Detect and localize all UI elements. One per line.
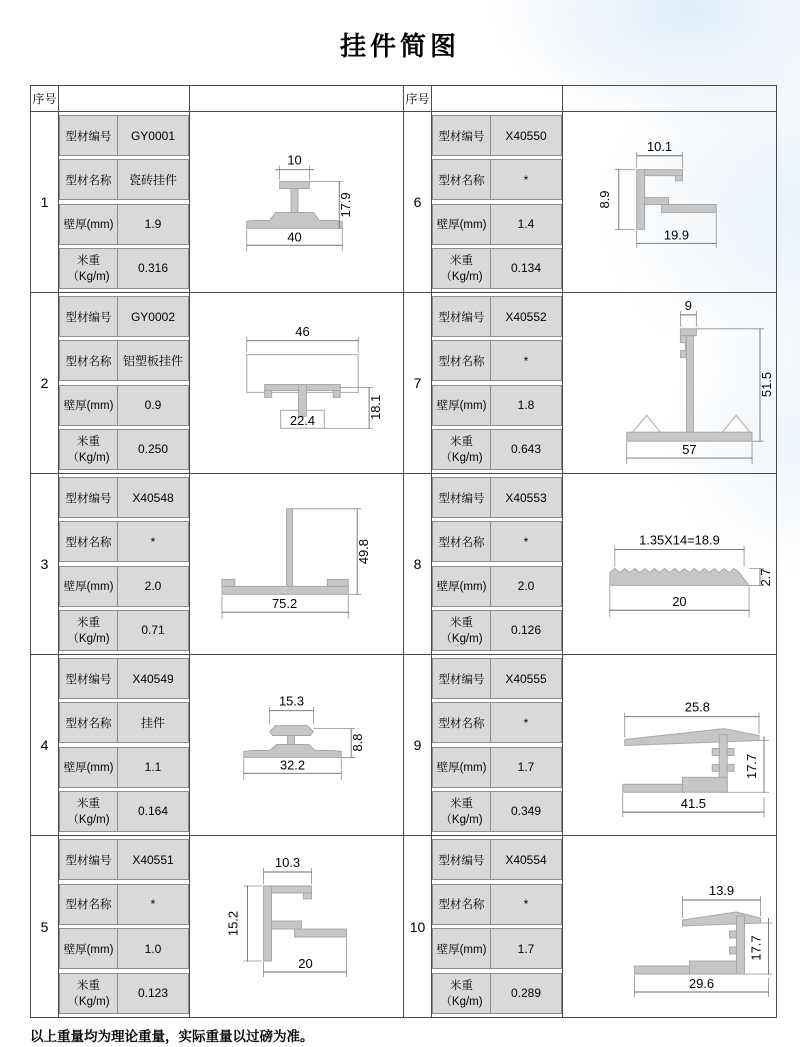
profile-name-value: * <box>491 521 562 562</box>
profile-name-value: * <box>118 521 189 562</box>
wall-thickness-value: 1.4 <box>491 204 562 245</box>
meter-weight-value: 0.71 <box>118 610 189 651</box>
dim-side-label: 8.9 <box>596 190 612 209</box>
serial-number: 8 <box>404 474 432 654</box>
profile-no-label: 型材编号 <box>432 839 491 880</box>
profiles-table <box>30 85 777 1018</box>
profile-drawing <box>190 112 403 292</box>
profile-name-value: * <box>118 884 189 925</box>
profile-no-value: X40551 <box>118 839 189 880</box>
profile-name-value: * <box>491 702 562 743</box>
dim-side-label: 51.5 <box>758 371 774 398</box>
profile-name-label: 型材名称 <box>432 521 491 562</box>
spec-table <box>432 293 563 473</box>
profile-name-value: 瓷砖挂件 <box>118 159 189 200</box>
serial-number: 4 <box>31 655 59 835</box>
dim-bottom-label: 29.6 <box>688 976 715 991</box>
serial-number: 6 <box>404 112 432 292</box>
serial-number: 1 <box>31 112 59 292</box>
serial-header: 序号 <box>404 86 432 111</box>
profile-name-label: 型材名称 <box>432 702 491 743</box>
profile-no-label: 型材编号 <box>59 296 118 337</box>
wall-thickness-label: 壁厚(mm) <box>59 204 118 245</box>
profile-name-value: * <box>491 159 562 200</box>
profile-no-value: GY0002 <box>118 296 189 337</box>
meter-weight-value: 0.164 <box>118 791 189 832</box>
page-title: 挂件简图 <box>339 31 460 61</box>
profile-name-label: 型材名称 <box>432 884 491 925</box>
dim-bottom-label: 20 <box>672 594 687 610</box>
profile-name-label: 型材名称 <box>59 521 118 562</box>
serial-number: 5 <box>31 836 59 1017</box>
meter-weight-label: 米重（Kg/m) <box>432 610 491 651</box>
meter-weight-label: 米重（Kg/m) <box>59 248 118 289</box>
dim-side-label: 15.2 <box>225 910 241 937</box>
meter-weight-label: 米重（Kg/m) <box>432 429 491 470</box>
spec-table <box>432 112 563 292</box>
profile-no-label: 型材编号 <box>432 115 491 156</box>
meter-weight-label: 米重（Kg/m) <box>59 973 118 1014</box>
wall-thickness-label: 壁厚(mm) <box>432 928 491 969</box>
dim-side-label: 2.7 <box>757 568 773 587</box>
profile-drawing <box>190 474 403 654</box>
wall-thickness-value: 2.0 <box>491 566 562 607</box>
wall-thickness-value: 1.0 <box>118 928 189 969</box>
dim-bottom-label: 75.2 <box>272 596 298 612</box>
dim-top-label: 13.9 <box>708 883 735 898</box>
header-row <box>404 86 776 112</box>
wall-thickness-value: 1.8 <box>491 385 562 426</box>
profile-drawing <box>563 112 776 292</box>
profile-name-label: 型材名称 <box>432 159 491 200</box>
wall-thickness-value: 1.7 <box>491 928 562 969</box>
dim-side-label: 18.1 <box>368 394 384 420</box>
meter-weight-value: 0.316 <box>118 248 189 289</box>
table-row <box>404 112 776 293</box>
meter-weight-value: 0.289 <box>491 973 562 1014</box>
profile-no-value: X40554 <box>491 839 562 880</box>
profile-no-value: X40550 <box>491 115 562 156</box>
table-row <box>31 293 403 474</box>
profile-drawing <box>190 836 403 1017</box>
profile-no-value: X40548 <box>118 477 189 518</box>
wall-thickness-label: 壁厚(mm) <box>59 928 118 969</box>
dim-top-label: 10 <box>287 152 302 168</box>
wall-thickness-value: 1.1 <box>118 747 189 788</box>
meter-weight-value: 0.349 <box>491 791 562 832</box>
profile-no-value: GY0001 <box>118 115 189 156</box>
profile-name-label: 型材名称 <box>59 884 118 925</box>
profile-name-value: * <box>491 884 562 925</box>
footnote: 以上重量均为理论重量，实际重量以过磅为准。 <box>30 1029 314 1044</box>
wall-thickness-label: 壁厚(mm) <box>59 385 118 426</box>
spec-table <box>432 836 563 1017</box>
profile-no-label: 型材编号 <box>59 658 118 699</box>
table-row <box>31 836 403 1017</box>
table-row <box>31 474 403 655</box>
meter-weight-value: 0.643 <box>491 429 562 470</box>
profile-no-label: 型材编号 <box>59 115 118 156</box>
profile-drawing <box>190 293 403 473</box>
wall-thickness-label: 壁厚(mm) <box>59 566 118 607</box>
profile-name-label: 型材名称 <box>59 702 118 743</box>
dim-bottom-label: 19.9 <box>663 227 690 243</box>
spec-table <box>432 655 563 835</box>
wall-thickness-value: 1.9 <box>118 204 189 245</box>
serial-number: 3 <box>31 474 59 654</box>
profile-drawing <box>563 836 776 1017</box>
profile-no-label: 型材编号 <box>432 477 491 518</box>
dim-top-label: 15.3 <box>278 693 305 709</box>
meter-weight-value: 0.134 <box>491 248 562 289</box>
wall-thickness-value: 2.0 <box>118 566 189 607</box>
profile-no-value: X40555 <box>491 658 562 699</box>
dim-top-label: 9 <box>684 297 692 313</box>
serial-number: 10 <box>404 836 432 1017</box>
spec-table <box>59 655 190 835</box>
serial-number: 9 <box>404 655 432 835</box>
meter-weight-value: 0.123 <box>118 973 189 1014</box>
meter-weight-label: 米重（Kg/m) <box>59 429 118 470</box>
meter-weight-value: 0.126 <box>491 610 562 651</box>
profile-drawing <box>563 655 776 835</box>
dim-top-label: 1.35X14=18.9 <box>639 532 720 548</box>
dim-bottom-label: 22.4 <box>289 413 316 429</box>
profile-no-value: X40553 <box>491 477 562 518</box>
wall-thickness-label: 壁厚(mm) <box>432 566 491 607</box>
meter-weight-label: 米重（Kg/m) <box>432 791 491 832</box>
wall-thickness-label: 壁厚(mm) <box>432 204 491 245</box>
profile-name-value: * <box>491 340 562 381</box>
dim-side-label: 17.7 <box>744 753 760 779</box>
profile-drawing <box>563 293 776 473</box>
profile-no-label: 型材编号 <box>432 296 491 337</box>
table-right-half <box>403 86 776 1017</box>
header-spacer <box>563 86 776 111</box>
dim-top-label: 46 <box>295 323 310 339</box>
table-row <box>31 112 403 293</box>
serial-number: 2 <box>31 293 59 473</box>
spec-table <box>59 836 190 1017</box>
profile-name-value: 铝塑板挂件 <box>118 340 189 381</box>
meter-weight-label: 米重（Kg/m) <box>432 973 491 1014</box>
table-row <box>31 655 403 836</box>
dim-bottom-label: 57 <box>682 442 697 458</box>
table-row <box>404 655 776 836</box>
profile-name-label: 型材名称 <box>59 159 118 200</box>
dim-side-label: 49.8 <box>356 539 372 565</box>
wall-thickness-label: 壁厚(mm) <box>432 385 491 426</box>
dim-bottom-label: 40 <box>287 229 302 245</box>
spec-table <box>59 112 190 292</box>
header-spacer <box>432 86 563 111</box>
dim-bottom-label: 41.5 <box>680 796 706 812</box>
header-row <box>31 86 403 112</box>
serial-number: 7 <box>404 293 432 473</box>
profile-name-label: 型材名称 <box>432 340 491 381</box>
dim-bottom-label: 20 <box>298 956 313 971</box>
profile-no-value: X40549 <box>118 658 189 699</box>
dim-side-label: 8.8 <box>350 733 366 752</box>
header-spacer <box>59 86 190 111</box>
dim-top-label: 25.8 <box>684 699 710 715</box>
dim-side-label: 17.7 <box>748 935 764 961</box>
wall-thickness-value: 0.9 <box>118 385 189 426</box>
profile-no-label: 型材编号 <box>59 477 118 518</box>
spec-table <box>432 474 563 654</box>
wall-thickness-label: 壁厚(mm) <box>432 747 491 788</box>
serial-header: 序号 <box>31 86 59 111</box>
wall-thickness-value: 1.7 <box>491 747 562 788</box>
wall-thickness-label: 壁厚(mm) <box>59 747 118 788</box>
table-left-half <box>31 86 403 1017</box>
table-row <box>404 293 776 474</box>
meter-weight-label: 米重（Kg/m) <box>59 610 118 651</box>
spec-table <box>59 293 190 473</box>
dim-bottom-label: 32.2 <box>279 757 306 773</box>
dim-side-label: 17.9 <box>338 192 354 218</box>
meter-weight-label: 米重（Kg/m) <box>59 791 118 832</box>
spec-table <box>59 474 190 654</box>
profile-no-value: X40552 <box>491 296 562 337</box>
table-row <box>404 836 776 1017</box>
profile-no-label: 型材编号 <box>432 658 491 699</box>
table-row <box>404 474 776 655</box>
profile-no-label: 型材编号 <box>59 839 118 880</box>
meter-weight-label: 米重（Kg/m) <box>432 248 491 289</box>
header-spacer <box>190 86 403 111</box>
profile-drawing <box>190 655 403 835</box>
meter-weight-value: 0.250 <box>118 429 189 470</box>
dim-top-label: 10.3 <box>274 855 301 870</box>
profile-drawing <box>563 474 776 654</box>
profile-name-label: 型材名称 <box>59 340 118 381</box>
profile-name-value: 挂件 <box>118 702 189 743</box>
dim-top-label: 10.1 <box>646 138 673 154</box>
